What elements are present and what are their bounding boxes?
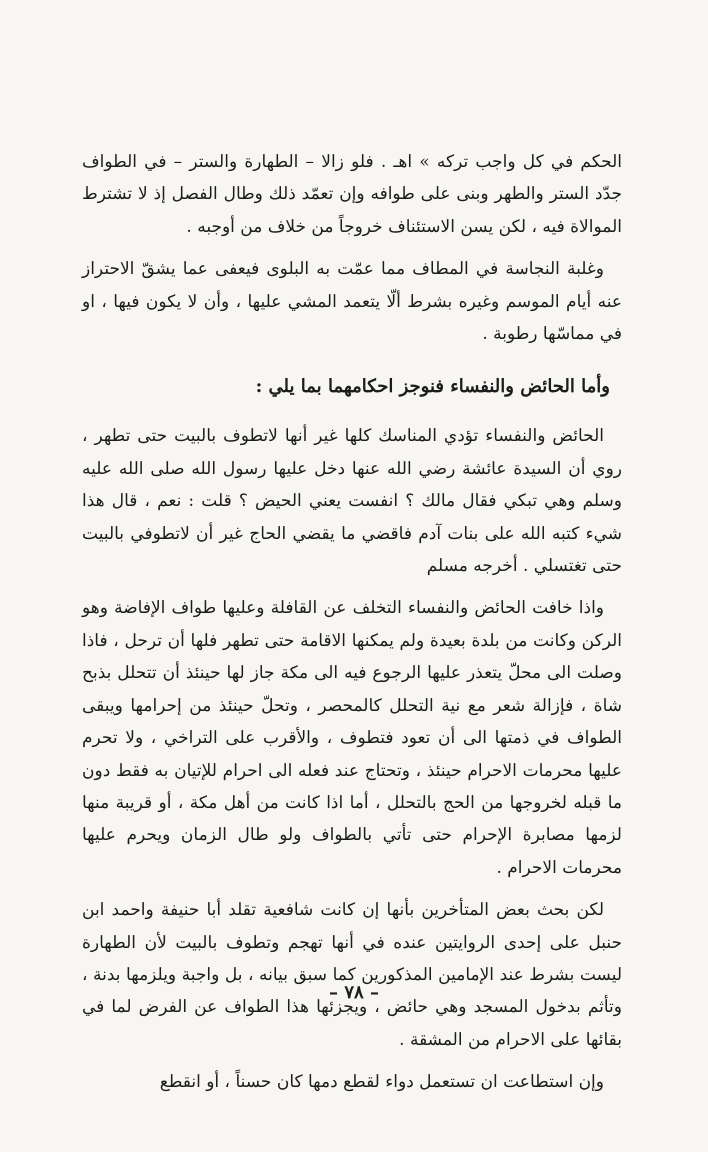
paragraph-6: وإن استطاعت ان تستعمل دواء لقطع دمها كان حسناً ، أو انقطع [159, 1072, 604, 1093]
page-body [82, 146, 622, 1099]
paragraph-3: الحائض والنفساء تؤدي المناسك كلها غير أنها لاتطوف بالبيت حتى تطهر ، روي أن السيدة عائشة رضي الله عنها دخل عليها رسول الله صلى الله عليه وسلم وهي تبكي فقال مالك ؟ انفست يعني الحيض ؟ قلت : نعم ، قال هذا شيء كتبه الله على بنات آدم فاقضي ما يقضي الحاج غير أن لاتطوفي بالبيت حتى تغتسلي . أخرجه مسلم [82, 426, 622, 577]
page-number: – ٧٨ – [329, 982, 379, 1003]
paragraph-4: واذا خافت الحائض والنفساء التخلف عن القافلة وعليها طواف الإفاضة وهو الركن وكانت من بلدة بعيدة ولم يمكنها الاقامة حتى تطهر فلها أن ترحل ، فاذا وصلت الى محلّ يتعذر عليها الرجوع فيه الى مكة جاز لها حينئذ أن تتحلل بذبح شاة ، فإزالة شعر مع نية التحلل كالمحصر ، وتحلّ حينئذ من إحرامها ويبقى الطواف في ذمتها الى أن تعود فتطوف ، والأقرب على التراخي ، ولا تحرم عليها محرمات الاحرام حينئذ ، وتحتاج عند فعله الى احرام للإتيان به فقط دون ما قبله لخروجها من الحج بالتحلل ، أما اذا كانت من أهل مكة ، أو قريبة منها لزمها مصابرة الإحرام حتى تأتي بالطواف ولو طال الزمان ويحرم عليها محرمات الاحرام . [82, 598, 622, 878]
section-heading: وأما الحائض والنفساء فنوجز احكامهما بما يلي : [255, 376, 610, 398]
paragraph-1: الحكم في كل واجب تركه » اهـ . فلو زالا – الطهارة والستر – في الطواف جدّد الستر والطهر وبنى على طوافه وإن تعمّد ذلك وطال الفصل إذ لا تشترط الموالاة فيه ، لكن يسن الاستئناف خروجاً من خلاف من أوجبه . [82, 152, 622, 237]
paragraph-5: لكن بحث بعض المتأخرين بأنها إن كانت شافعية تقلد أبا حنيفة واحمد ابن حنبل على إحدى الروايتين عنده في أنها تهجم وتطوف بالبيت لأن الطهارة ليست بشرط عند الإمامين المذكورين كما سبق بيانه ، بل واجبة ويلزمها بدنة ، وتأثم بدخول المسجد وهي حائض ، ويجزئها هذا الطواف عن الفرض لما في بقائها على الاحرام من المشقة . [82, 900, 622, 1050]
paragraph-2: وغلبة النجاسة في المطاف مما عمّت به البلوى فيعفى عما يشقّ الاحتراز عنه أيام الموسم وغيره بشرط ألّا يتعمد المشي عليها ، وأن لا يكون فيها ، او في مماسّها رطوبة . [82, 259, 622, 345]
